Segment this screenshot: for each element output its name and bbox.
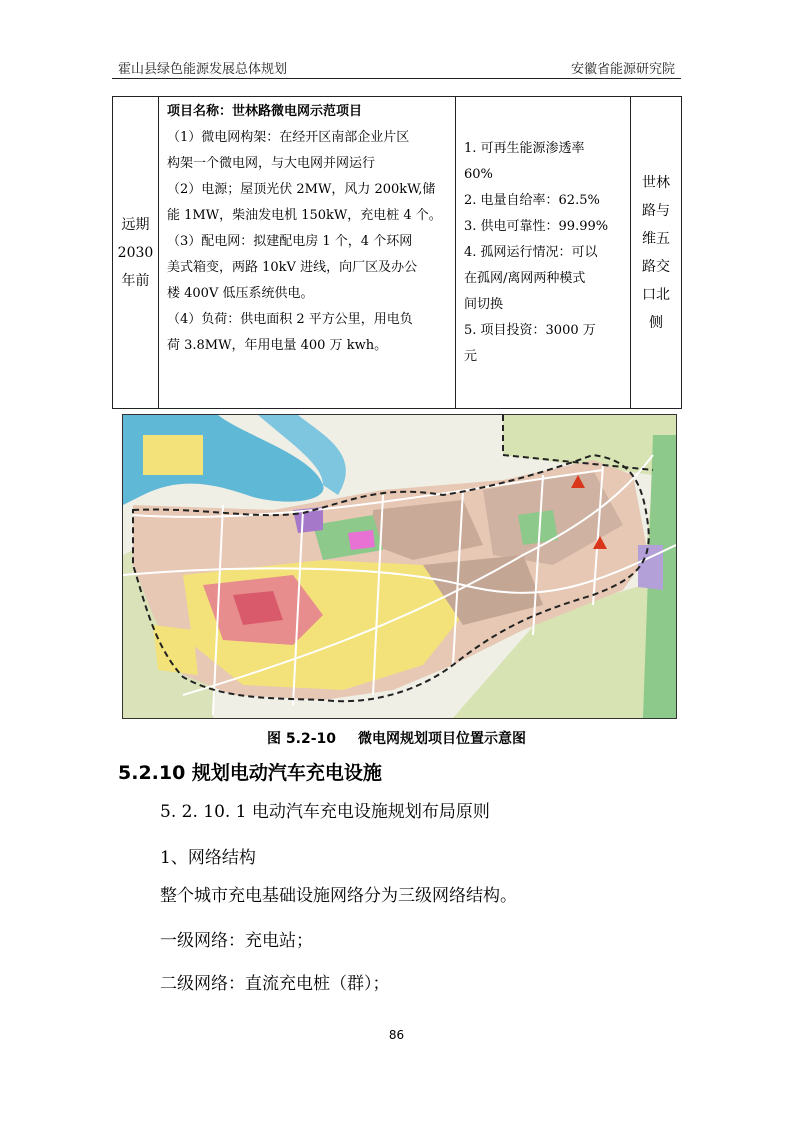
page-number: 86 (388, 1028, 405, 1042)
public-facility (348, 530, 375, 550)
paragraph: 1、网络结构 (160, 848, 256, 868)
table-row (113, 97, 682, 409)
section-title: 5.2.10 规划电动汽车充电设施 (118, 762, 382, 784)
planning-map (122, 414, 677, 719)
paragraph: 整个城市充电基础设施网络分为三级网络结构。 (160, 886, 517, 906)
content-line: （1）微电网构架：在经开区南部企业片区 (167, 130, 410, 145)
content-cell (159, 97, 456, 409)
content-line: （4）负荷：供电面积 2 平方公里，用电负 (167, 312, 413, 327)
location-line: 世林路与 (642, 174, 670, 219)
period-cell (113, 97, 159, 409)
location-line: 口北侧 (642, 286, 670, 331)
project-table (112, 96, 682, 409)
metric-line: 间切换 (464, 296, 504, 312)
period-line: 2030 (117, 244, 154, 261)
paragraph: 一级网络：充电站； (160, 931, 313, 951)
metric-line: 4. 孤网运行情况：可以 (464, 244, 598, 260)
caption-text: 微电网规划项目位置示意图 (357, 731, 526, 747)
project-name: 项目名称：世林路微电网示范项目 (167, 104, 363, 119)
public-facility (638, 545, 663, 590)
content-line: （2）电源；屋顶光伏 2MW，风力 200kW,储 (167, 182, 436, 197)
residential-zone (153, 625, 198, 675)
period-line: 远期 (121, 216, 150, 233)
content-line: 能 1MW，柴油发电机 150kW，充电桩 4 个。 (167, 208, 442, 223)
header-doc-title: 霍山县绿色能源发展总体规划 (118, 62, 288, 77)
content-line: 构架一个微电网，与大电网并网运行 (167, 156, 376, 171)
content-line: 荷 3.8MW，年用电量 400 万 kwh。 (167, 338, 388, 353)
residential-zone (143, 435, 203, 475)
figure-caption (0, 728, 793, 748)
metric-line: 1. 可再生能源渗透率 (464, 140, 585, 156)
header-org-name: 安徽省能源研究院 (570, 62, 675, 77)
subsection-title: 5. 2. 10. 1 电动汽车充电设施规划布局原则 (160, 802, 490, 822)
content-line: 楼 400V 低压系统供电。 (167, 286, 314, 301)
content-line: （3）配电网：拟建配电房 1 个，4 个环网 (167, 234, 413, 249)
metric-line: 3. 供电可靠性：99.99% (464, 218, 609, 234)
metric-line: 60% (464, 166, 493, 182)
metrics-cell (456, 97, 631, 409)
paragraph: 二级网络：直流充电桩（群）； (160, 974, 390, 994)
metric-line: 在孤网/离网两种模式 (464, 270, 586, 286)
period-line: 年前 (121, 272, 150, 289)
map-svg (123, 415, 676, 718)
metric-line: 元 (464, 348, 478, 364)
metric-line: 5. 项目投资：3000 万 (464, 322, 596, 338)
location-line: 维五路交 (642, 230, 670, 275)
caption-number: 图 5.2-10 (267, 731, 336, 747)
header-rule (112, 78, 681, 79)
location-cell (631, 97, 682, 409)
metric-line: 2. 电量自给率：62.5% (464, 192, 600, 208)
content-line: 美式箱变，两路 10kV 进线，向厂区及办公 (167, 260, 418, 275)
